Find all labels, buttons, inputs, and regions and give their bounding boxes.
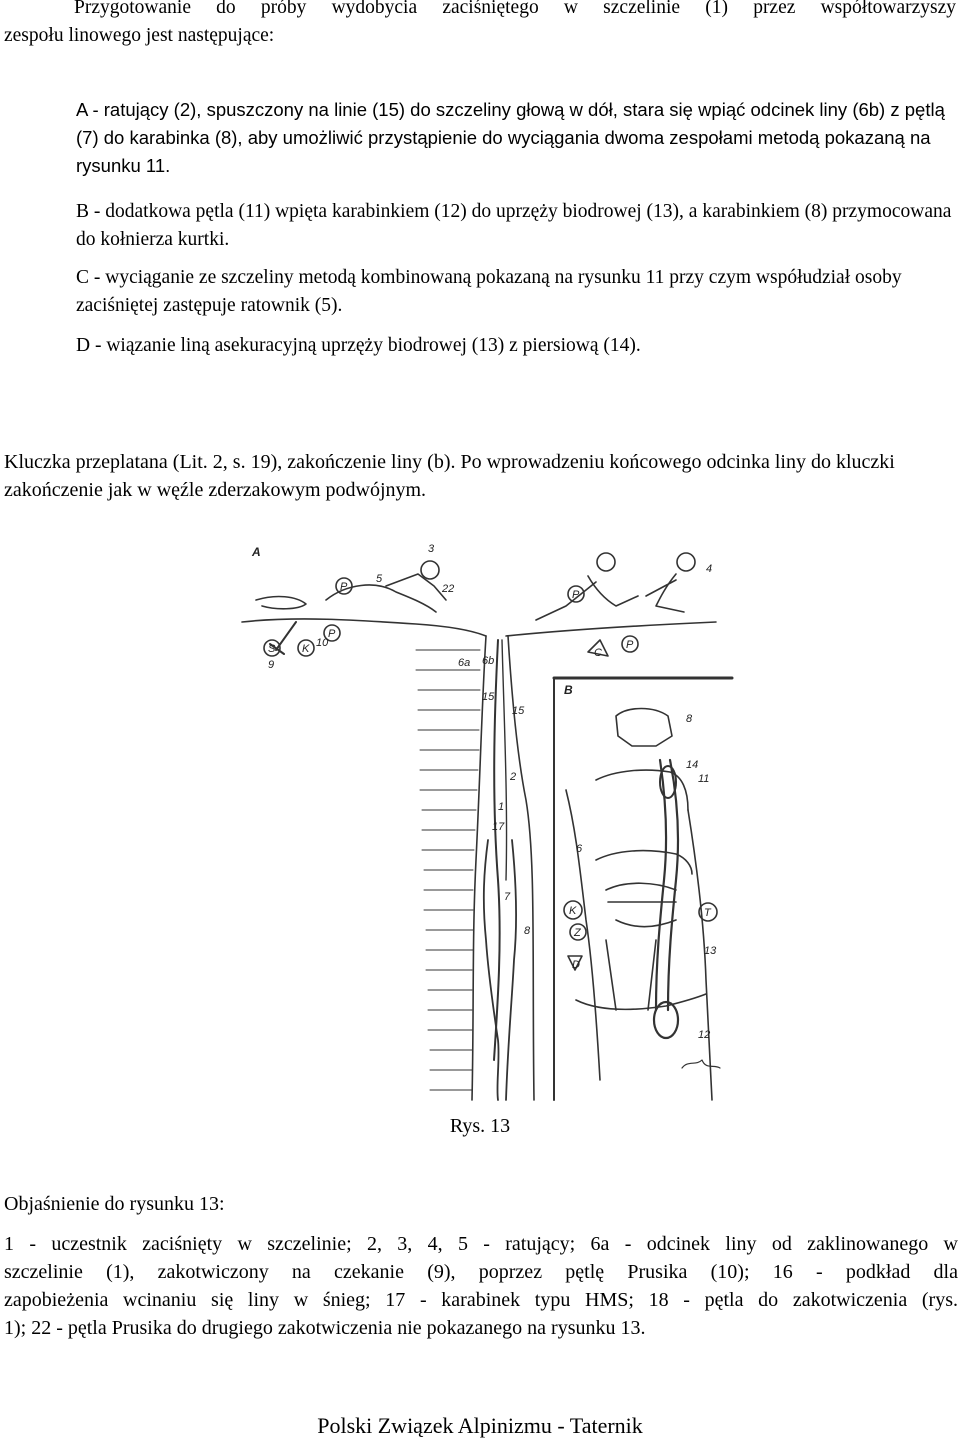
- snow-surface-left: [242, 619, 486, 636]
- carabiner-12: [654, 1002, 678, 1038]
- intro-line-2: zespołu linowego jest następujące:: [4, 25, 275, 46]
- label-10: 10: [316, 637, 329, 649]
- rescuer-4-body: [536, 576, 638, 620]
- label-3: 3: [428, 543, 435, 555]
- label-p-1: P: [340, 581, 348, 593]
- label-17: 17: [492, 821, 505, 833]
- item-a: A - ratujący (2), spuszczony na linie (15) do szczeliny głową w dół, stara się wpiąć odcinek liny (6b) z pętlą (7) do karabinka (8), aby umożliwić przystąpienie do wyciągania dwoma zespołami metodą pokazaną na rysunku 11.: [76, 99, 945, 176]
- label-8b: 8: [686, 713, 693, 725]
- label-12: 12: [698, 1029, 711, 1041]
- trapped-person-outline: [484, 840, 499, 1100]
- knot-harness: [606, 883, 676, 927]
- label-11: 11: [698, 773, 710, 785]
- rescuer-3-head: [421, 561, 439, 579]
- crevasse-left-wall: [472, 636, 486, 1100]
- label-6: 6: [576, 843, 583, 855]
- rescuer-5-body: [646, 574, 684, 612]
- panel-a-label: A: [252, 545, 261, 559]
- second-rope: [502, 640, 507, 880]
- figure-labels: [251, 543, 717, 1041]
- label-s: S: [268, 643, 276, 655]
- item-b: B - dodatkowa pętla (11) wpięta karabinkiem (12) do uprzęży biodrowej (13), a karabinkiem (8) przymocowana do kołnierza kurtki.: [76, 201, 952, 250]
- label-6a: 6a: [458, 657, 471, 669]
- item-c: C - wyciąganie ze szczeliny metodą kombinowaną pokazaną na rysunku 11 przy czym współudział osoby zaciśniętej zastępuje ratownik (5).: [76, 267, 902, 316]
- label-p-4: P: [626, 639, 634, 651]
- artist-signature: [682, 1060, 720, 1068]
- intro-paragraph: [4, 0, 956, 50]
- figure-caption: Rys. 13: [449, 1115, 511, 1137]
- crevasse-hatching: [416, 650, 480, 1090]
- label-15a: 15: [482, 691, 495, 703]
- label-p-3: P: [572, 589, 580, 601]
- rescuer-3-arm: [386, 574, 446, 600]
- label-z: Z: [574, 927, 581, 939]
- label-7: 7: [504, 891, 511, 903]
- page-footer: Polski Związek Alpinizmu - Taternik: [317, 1413, 643, 1438]
- explanation-line-1: 1 - uczestnik zaciśnięty w szczelinie; 2, 3, 4, 5 - ratujący; 6a - odcinek liny od zaklinowanego w: [4, 1233, 958, 1255]
- label-1: 1: [498, 801, 505, 813]
- label-2: 2: [510, 771, 517, 783]
- item-d: D - wiązanie liną asekuracyjną uprzęży biodrowej (13) z piersiową (14).: [76, 335, 641, 356]
- explanation-line-4: 1); 22 - pętla Prusika do drugiego zakotwiczenia nie pokazanego na rysunku 13.: [4, 1317, 646, 1339]
- label-d: D: [572, 959, 580, 971]
- rescuer-outline: [506, 840, 516, 1100]
- label-14: 14: [686, 759, 699, 771]
- explanation-body: [4, 1230, 958, 1342]
- label-p-2: P: [328, 628, 336, 640]
- label-t: T: [704, 907, 711, 919]
- label-8a: 8: [524, 925, 531, 937]
- intro-line-1: Przygotowanie do próby wydobycia zaciśniętego w szczelinie (1) przez współtowarzyszy: [74, 0, 956, 18]
- label-6b: 6b: [482, 655, 495, 667]
- hip-harness-13: [606, 940, 656, 1010]
- rescue-rope: [494, 640, 500, 1060]
- explanation-line-3: zapobieżenia wcinaniu się liny w śnieg; 17 - karabinek typu HMS; 18 - pętla do zakotwiczenia (rys.: [4, 1289, 958, 1311]
- label-5: 5: [376, 573, 383, 585]
- crevasse-rescue-drawing: [236, 540, 740, 1110]
- kluczka-paragraph: Kluczka przeplatana (Lit. 2, s. 19), zakończenie liny (b). Po wprowadzeniu końcowego odcinka liny do kluczki zakończenie jak w węźle zderzakowym podwójnym.: [4, 451, 895, 501]
- panel-b-label: B: [564, 683, 573, 697]
- explanation-title: Objaśnienie do rysunku 13:: [4, 1193, 225, 1215]
- label-22: 22: [442, 583, 455, 595]
- rope-coil: [256, 597, 306, 609]
- label-4: 4: [706, 563, 713, 575]
- helmet: [616, 709, 672, 747]
- rescue-illustration: [236, 540, 740, 1110]
- rescuer-4-head: [597, 553, 615, 571]
- label-15b: 15: [512, 705, 525, 717]
- label-13: 13: [704, 945, 717, 957]
- rescuer-5-head: [677, 553, 695, 571]
- label-k-a: K: [302, 643, 310, 655]
- label-9: 9: [268, 659, 275, 671]
- snow-surface-right: [506, 622, 716, 636]
- label-c: C: [594, 647, 602, 659]
- label-k-b: K: [569, 905, 577, 917]
- explanation-line-2: szczelinie (1), zakotwiczony na czekanie (9), poprzez pętlę Prusika (10); 16 - podkład dla: [4, 1261, 958, 1283]
